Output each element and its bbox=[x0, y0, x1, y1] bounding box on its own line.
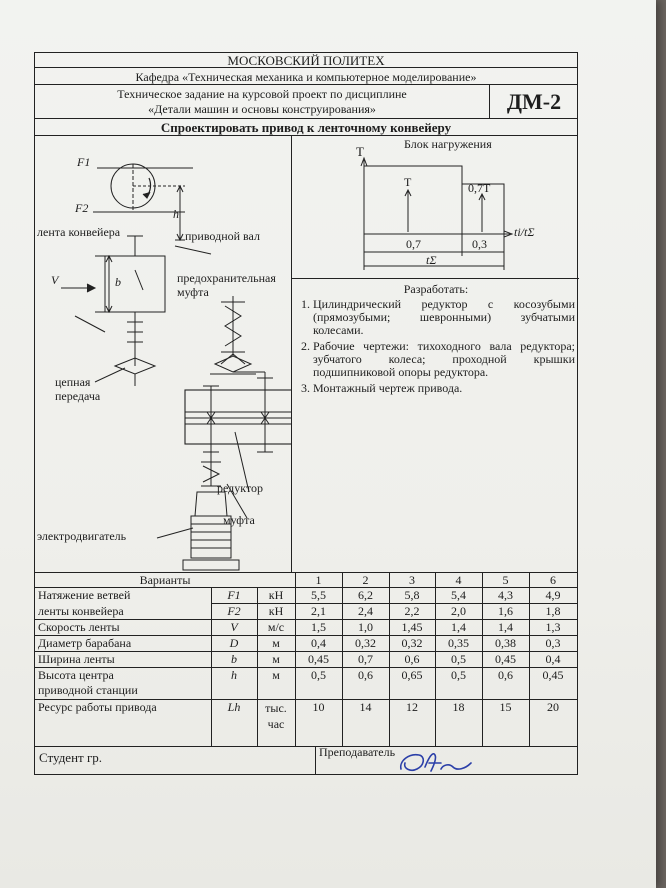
parameter-value: 1,8 bbox=[545, 604, 561, 618]
label-f1: F1 bbox=[77, 155, 91, 169]
parameter-value: 0,45 bbox=[495, 652, 516, 666]
develop-item: 2. Рабочие чертежи: тихоходного вала редуктора; зубчатого колеса; проходной крышки подшипниковой опоры редуктора. bbox=[313, 340, 575, 379]
parameter-value: 0,5 bbox=[311, 668, 326, 682]
parameter-value: 2,4 bbox=[358, 604, 373, 618]
t-sigma-label: tΣ bbox=[426, 253, 437, 267]
develop-section bbox=[297, 283, 575, 398]
parameter-unit: м bbox=[272, 668, 280, 682]
parameter-value: 14 bbox=[359, 700, 372, 714]
parameter-value: 6,2 bbox=[358, 588, 373, 602]
variant-number: 6 bbox=[550, 573, 556, 587]
parameter-value: 4,9 bbox=[545, 588, 561, 602]
task-line-1: Техническое задание на курсовой проект по дисциплине bbox=[117, 87, 407, 101]
label-chain-1: цепная bbox=[55, 375, 91, 389]
parameter-name: ленты конвейера bbox=[38, 604, 124, 618]
parameter-value: 0,7 bbox=[358, 652, 373, 666]
discipline-row bbox=[35, 85, 577, 119]
t-reduced-label: 0,7T bbox=[468, 181, 491, 195]
parameter-value: 20 bbox=[547, 700, 559, 714]
t-label: T bbox=[404, 175, 412, 189]
parameter-value: 1,0 bbox=[358, 620, 373, 634]
parameter-unit: тыс. час bbox=[265, 701, 287, 731]
parameter-value: 0,45 bbox=[308, 652, 329, 666]
footer-divider bbox=[35, 746, 577, 747]
parameter-value: 1,45 bbox=[401, 620, 423, 634]
code-divider bbox=[489, 85, 490, 119]
parameter-value: 5,8 bbox=[404, 588, 420, 602]
parameter-symbol: F1 bbox=[227, 588, 241, 602]
label-f2: F2 bbox=[75, 201, 89, 215]
parameter-value: 1,5 bbox=[311, 620, 326, 634]
develop-item: 1. Цилиндрический редуктор с косозубыми (прямозубыми; шевронными) зубчатыми колесами. bbox=[313, 298, 575, 337]
parameter-value: 1,4 bbox=[498, 620, 513, 634]
parameter-value: 0,4 bbox=[545, 652, 561, 666]
parameter-value: 2,1 bbox=[311, 604, 326, 618]
label-coupling: муфта bbox=[223, 513, 255, 527]
parameter-value: 1,3 bbox=[545, 620, 561, 634]
footer-middle-divider bbox=[315, 746, 316, 774]
parameter-value: 2,0 bbox=[451, 604, 466, 618]
parameter-symbol: b bbox=[231, 652, 237, 666]
load-block-divider bbox=[291, 278, 579, 279]
project-title: Спроектировать привод к ленточному конвейеру bbox=[160, 120, 452, 135]
share-1-label: 0,7 bbox=[406, 237, 421, 251]
parameter-value: 0,6 bbox=[404, 652, 420, 666]
load-block-title: Блок нагружения bbox=[404, 137, 492, 151]
parameter-unit: м bbox=[272, 652, 280, 666]
department-row bbox=[35, 68, 577, 85]
parameter-unit: м/с bbox=[267, 620, 285, 634]
develop-item: 3. Монтажный чертеж привода. bbox=[313, 382, 575, 395]
university-row bbox=[35, 53, 577, 68]
label-v: V bbox=[51, 273, 59, 287]
parameter-symbol: V bbox=[230, 620, 238, 634]
task-line-2: «Детали машин и основы конструирования» bbox=[148, 102, 376, 116]
parameter-symbol: Lh bbox=[227, 700, 241, 714]
share-2-label: 0,3 bbox=[472, 237, 487, 251]
load-block-chart bbox=[292, 136, 579, 278]
parameter-value: 0,32 bbox=[401, 636, 423, 650]
label-b: b bbox=[115, 275, 121, 289]
parameter-value: 10 bbox=[312, 700, 325, 714]
label-belt: лента конвейера bbox=[37, 225, 121, 239]
develop-list bbox=[297, 298, 575, 395]
parameter-value: 4,3 bbox=[498, 588, 513, 602]
parameter-unit: кН bbox=[268, 604, 284, 618]
label-drive-shaft: приводной вал bbox=[185, 229, 260, 243]
parameter-value: 0,5 bbox=[451, 668, 466, 682]
parameter-value: 0,6 bbox=[498, 668, 513, 682]
parameter-value: 1,4 bbox=[451, 620, 466, 634]
parameter-symbol: F2 bbox=[227, 604, 241, 618]
variants-header: Варианты bbox=[139, 573, 191, 587]
parameter-value: 0,6 bbox=[358, 668, 373, 682]
parameter-value: 0,65 bbox=[401, 668, 423, 682]
title-row bbox=[35, 119, 577, 136]
label-h: h bbox=[173, 207, 179, 221]
teacher-field: Преподаватель bbox=[319, 745, 396, 759]
parameter-value: 2,2 bbox=[404, 604, 420, 618]
parameter-name: Диаметр барабана bbox=[38, 636, 132, 650]
parameter-value: 1,6 bbox=[498, 604, 513, 618]
parameter-value: 5,5 bbox=[311, 588, 326, 602]
student-field: Студент гр. bbox=[39, 750, 103, 765]
x-axis-label: ti/tΣ bbox=[514, 225, 535, 239]
parameter-value: 18 bbox=[452, 700, 465, 714]
parameter-unit: м bbox=[272, 636, 280, 650]
university-name: МОСКОВСКИЙ ПОЛИТЕХ bbox=[227, 53, 385, 68]
parameter-value: 0,5 bbox=[451, 652, 466, 666]
parameter-value: 5,4 bbox=[451, 588, 466, 602]
label-safety-1: предохранительная bbox=[177, 271, 276, 285]
parameter-value: 0,3 bbox=[545, 636, 561, 650]
variant-number: 2 bbox=[362, 573, 369, 587]
variant-number: 5 bbox=[502, 573, 509, 587]
parameter-symbol: h bbox=[231, 668, 237, 682]
variant-number: 1 bbox=[315, 573, 322, 587]
parameter-value: 0,35 bbox=[448, 636, 469, 650]
parameter-value: 0,32 bbox=[355, 636, 376, 650]
variant-number: 3 bbox=[409, 573, 415, 587]
department-name: Кафедра «Техническая механика и компьютерное моделирование» bbox=[135, 70, 477, 84]
parameter-unit: кН bbox=[268, 588, 284, 602]
assignment-form bbox=[34, 52, 578, 775]
parameter-name-cont: приводной станции bbox=[38, 683, 138, 697]
drive-scheme bbox=[35, 136, 291, 572]
parameter-name: Ширина ленты bbox=[38, 652, 115, 666]
parameter-value: 0,45 bbox=[542, 668, 564, 682]
label-reducer: редуктор bbox=[217, 481, 264, 495]
parameter-value: 0,38 bbox=[495, 636, 516, 650]
develop-title: Разработать: bbox=[403, 282, 469, 296]
parameter-symbol: D bbox=[229, 636, 239, 650]
parameter-name: Высота центра bbox=[38, 668, 114, 682]
parameter-value: 12 bbox=[406, 700, 418, 714]
label-motor: электродвигатель bbox=[37, 529, 127, 543]
course-code: ДМ-2 bbox=[506, 89, 562, 114]
variant-number: 4 bbox=[455, 573, 462, 587]
label-chain-2: передача bbox=[55, 389, 101, 403]
teacher-signature bbox=[395, 747, 475, 775]
parameter-name: Скорость ленты bbox=[38, 620, 120, 634]
label-safety-2: муфта bbox=[177, 285, 209, 299]
parameter-value: 0,4 bbox=[311, 636, 326, 650]
t-axis-label: T bbox=[356, 144, 364, 159]
parameter-name: Натяжение ветвей bbox=[38, 588, 131, 602]
parameter-name: Ресурс работы привода bbox=[38, 700, 157, 714]
variants-table bbox=[35, 572, 577, 747]
parameter-value: 15 bbox=[499, 700, 512, 714]
